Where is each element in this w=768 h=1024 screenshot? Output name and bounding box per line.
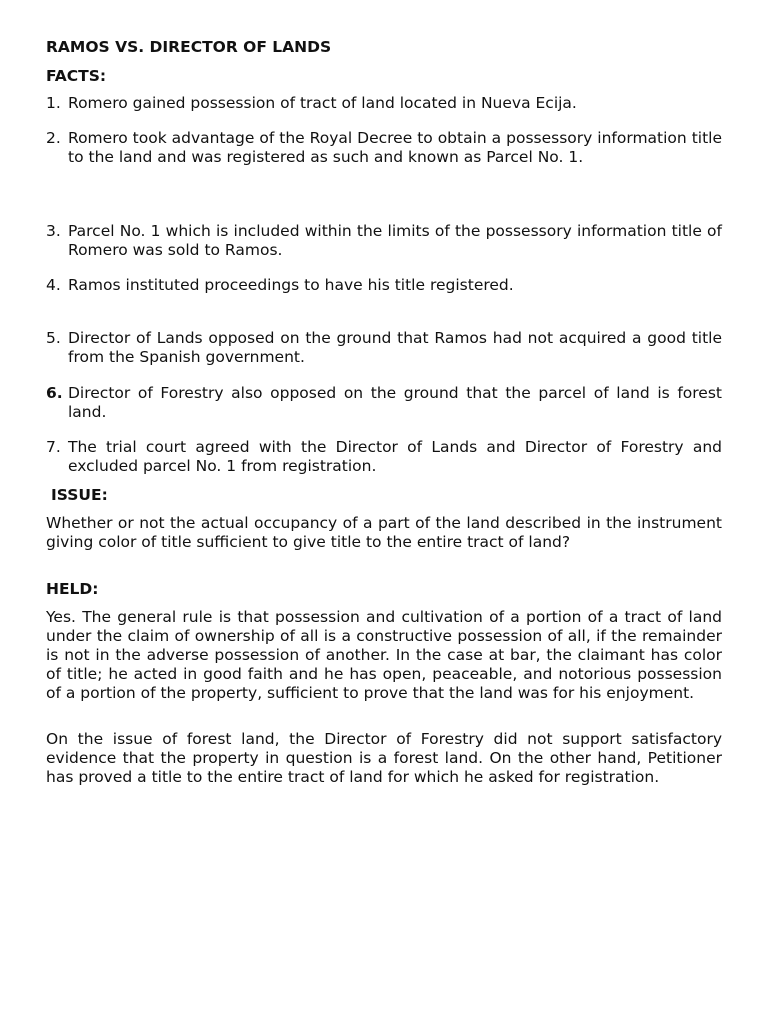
fact-number: 4. xyxy=(46,276,61,294)
document-title: RAMOS VS. DIRECTOR OF LANDS xyxy=(46,38,332,56)
issue-heading: ISSUE: xyxy=(51,486,108,504)
fact-item-4 xyxy=(46,276,722,295)
held-paragraph-1: Yes. The general rule is that possession and cultivation of a portion of a tract of land under the claim of ownership of all is a constructive possession of all, if the remainder is not in the adverse possession of another. In the case at bar, the claimant has color of title; he acted in good faith and he has open, peaceable, and notorious possession of a portion of the property, sufficient to prove that the land was for his enjoyment. xyxy=(46,608,722,702)
issue-text: Whether or not the actual occupancy of a part of the land described in the instrument giving color of title sufficient to give title to the entire tract of land? xyxy=(46,514,722,551)
fact-text: Parcel No. 1 which is included within the limits of the possessory information title of Romero was sold to Ramos. xyxy=(68,222,722,259)
facts-heading: FACTS: xyxy=(46,67,107,85)
fact-number: 3. xyxy=(46,222,61,240)
document-page xyxy=(46,0,722,1024)
fact-text: Ramos instituted proceedings to have his title registered. xyxy=(68,276,514,294)
fact-number: 5. xyxy=(46,329,61,347)
fact-item-1 xyxy=(46,94,722,113)
fact-item-3 xyxy=(46,222,722,260)
fact-item-5 xyxy=(46,329,722,367)
fact-number: 1. xyxy=(46,94,61,112)
fact-item-6 xyxy=(46,384,722,422)
fact-number: 6. xyxy=(46,384,63,402)
fact-item-7 xyxy=(46,438,722,476)
fact-item-2 xyxy=(46,129,722,167)
fact-number: 7. xyxy=(46,438,61,456)
fact-text: Romero gained possession of tract of land located in Nueva Ecija. xyxy=(68,94,577,112)
fact-number: 2. xyxy=(46,129,61,147)
fact-text: Romero took advantage of the Royal Decree to obtain a possessory information title to the land and was registered as such and known as Parcel No. 1. xyxy=(68,129,722,166)
held-paragraph-2: On the issue of forest land, the Director of Forestry did not support satisfactory evidence that the property in question is a forest land. On the other hand, Petitioner has proved a title to the entire tract of land for which he asked for registration. xyxy=(46,730,722,786)
fact-text: The trial court agreed with the Director of Lands and Director of Forestry and excluded parcel No. 1 from registration. xyxy=(68,438,722,475)
held-heading: HELD: xyxy=(46,580,99,598)
fact-text: Director of Lands opposed on the ground that Ramos had not acquired a good title from the Spanish government. xyxy=(68,329,722,366)
fact-text: Director of Forestry also opposed on the ground that the parcel of land is forest land. xyxy=(68,384,722,421)
